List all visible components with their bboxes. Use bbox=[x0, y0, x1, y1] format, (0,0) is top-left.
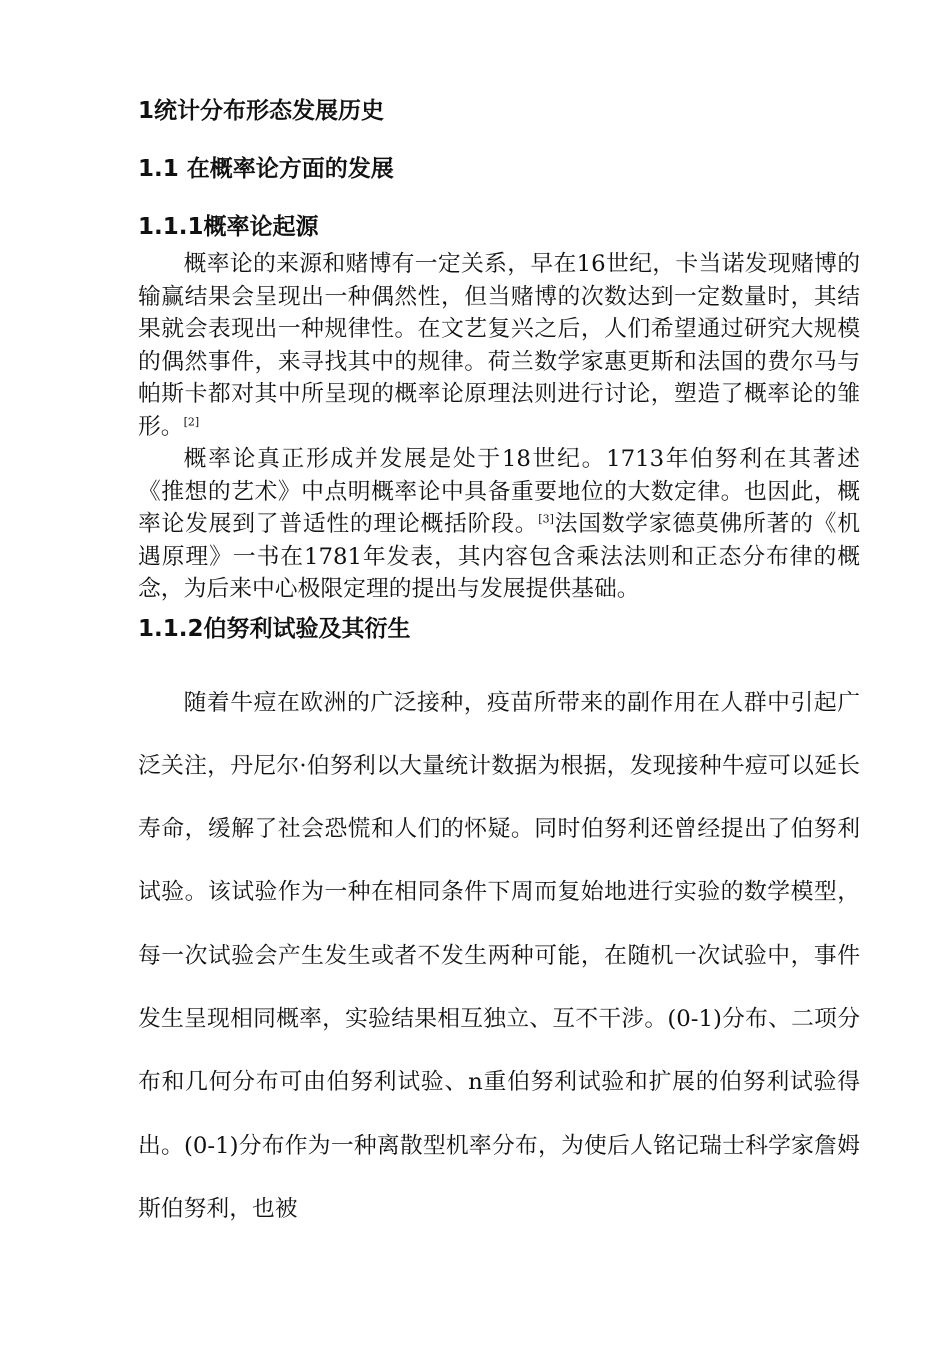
citation-ref: [2] bbox=[183, 414, 200, 428]
subsection-heading-origin: 1.1.1概率论起源 bbox=[138, 214, 319, 240]
section-heading: 1.1 在概率论方面的发展 bbox=[138, 156, 394, 182]
citation-ref: [3] bbox=[538, 512, 554, 526]
chapter-heading: 1统计分布形态发展历史 bbox=[138, 98, 385, 124]
paragraph-development bbox=[138, 443, 860, 606]
subsection-heading-bernoulli: 1.1.2伯努利试验及其衍生 bbox=[138, 615, 411, 642]
paragraph-bernoulli: 随着牛痘在欧洲的广泛接种，疫苗所带来的副作用在人群中引起广泛关注，丹尼尔·伯努利以大量统计数据为根据，发现接种牛痘可以延长寿命，缓解了社会恐慌和人们的怀疑。同时伯努利还曾经提出了伯努利试验。该试验作为一种在相同条件下周而复始地进行实验的数学模型，每一次试验会产生发生或者不发生两种可能，在随机一次试验中，事件发生呈现相同概率，实验结果相互独立、互不干涉。(0-1)分布、二项分布和几何分布可由伯努利试验、n重伯努利试验和扩展的伯努利试验得出。(0-1)分布作为一种离散型机率分布，为使后人铭记瑞士科学家詹姆斯伯努利，也被 bbox=[138, 689, 860, 1222]
paragraph-text: 概率论的来源和赌博有一定关系，早在16世纪，卡当诺发现赌博的输赢结果会呈现出一种偶然性，但当赌博的次数达到一定数量时，其结果就会表现出一种规律性。在文艺复兴之后，人们希望通过研究大规模的偶然事件，来寻找其中的规律。荷兰数学家惠更斯和法国的费尔马与帕斯卡都对其中所呈现的概率论原理法则进行讨论，塑造了概率论的雏形。 bbox=[138, 251, 860, 440]
paragraph-text: 法国数学家德莫佛所著的《机遇原理》一书在1781年发表，其内容包含乘法法则和正态分布律的概念，为后来中心极限定理的提出与发展提供基础。 bbox=[138, 511, 860, 602]
paragraph-origin bbox=[138, 248, 860, 443]
paragraph-text: 概率论真正形成并发展是处于18世纪。1713年伯努利在其著述《推想的艺术》中点明概率论中具备重要地位的大数定律。也因此，概率论发展到了普适性的理论概括阶段。 bbox=[138, 446, 860, 537]
document-page bbox=[138, 96, 860, 1241]
